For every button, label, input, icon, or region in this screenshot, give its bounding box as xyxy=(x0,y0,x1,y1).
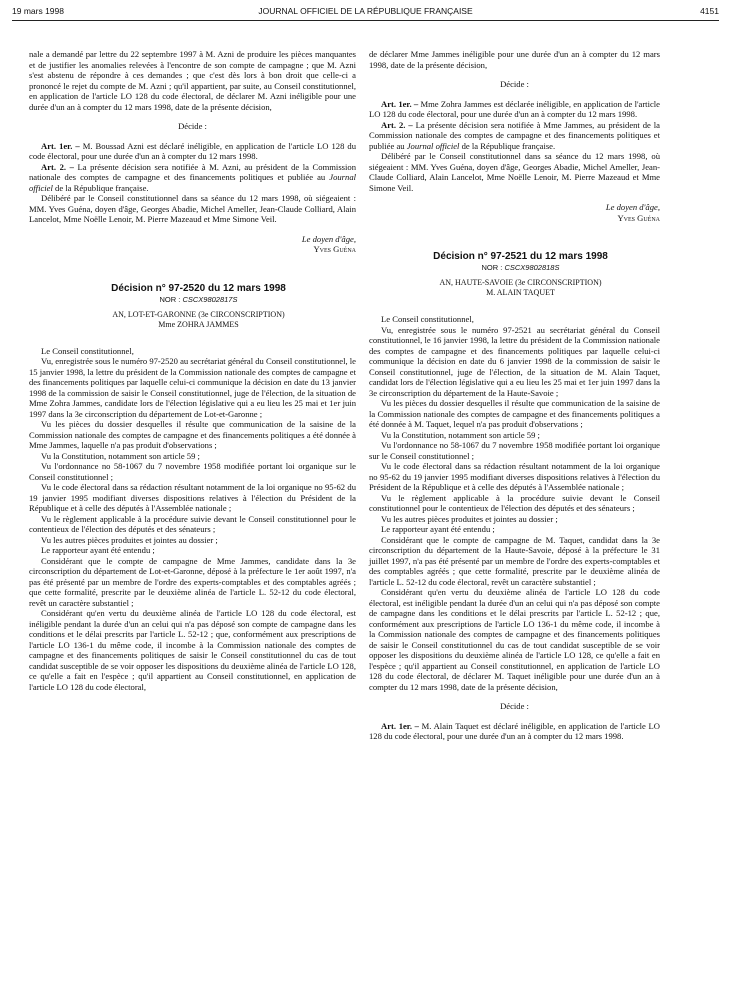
header-page-number: 4151 xyxy=(700,6,719,16)
header-rule xyxy=(12,20,719,21)
paragraph: Vu le règlement applicable à la procédure suivie devant le Conseil constitutionnel pour le contentieux de l'élection des députés et des sénateurs ; xyxy=(369,492,660,513)
article-text: de la République française. xyxy=(52,182,149,193)
paragraph: Vu la Constitution, notamment son article 59 ; xyxy=(41,450,200,461)
paragraph: Vu les pièces du dossier desquelles il résulte que communication de la saisine de la Commission nationale des comptes de campagne et des financements politiques a été donnée à M. Taquet, lequel n'a pas produit d'observations ; xyxy=(369,398,660,429)
nor-code: CSCX9802817S xyxy=(182,294,238,304)
paragraph: Considérant qu'en vertu du deuxième alinéa de l'article LO 128 du code électoral, est inéligible pendant la durée d'un an celui qui n'a pas déposé son compte de campagne dans les conditions et le délai prescrits par l'article L. 52-12 ; que, conformément aux prescriptions de l'article LO 136-1 du même code, il incombe à la Commission nationale des comptes de campagne et des financements politiques de saisir le Conseil constitutionnel du cas de tout candidat susceptible de se voir opposer les dispositions du deuxième alinéa de l'article LO 128, ce qu'elle a fait en l'espèce ; qu'il appartient au Conseil constitutionnel, en application de l'article LO 128 du code électoral, xyxy=(29,608,356,692)
article-text: M. Boussad Azni est déclaré inéligible, en application de l'article LO 128 du code électoral, pour une durée d'un an à compter du 12 mars 1998. xyxy=(29,140,356,161)
article-text: Mme Zohra Jammes est déclarée inéligible, en application de l'article LO 128 du code électoral, pour une durée d'un an à compter du 12 mars 1998. xyxy=(369,98,660,119)
paragraph: Vu l'ordonnance no 58-1067 du 7 novembre 1958 modifiée portant loi organique sur le Conseil constitutionnel ; xyxy=(369,440,660,461)
article-label: Art. 2. – xyxy=(381,119,413,130)
paragraph: Le rapporteur ayant été entendu ; xyxy=(41,545,155,555)
paragraph: Vu les autres pièces produites et jointes au dossier ; xyxy=(41,534,218,545)
page-header xyxy=(12,6,719,24)
left-column xyxy=(29,49,356,692)
paragraph: Vu le règlement applicable à la procédure suivie devant le Conseil constitutionnel pour le contentieux de l'élection des députés et des sénateurs ; xyxy=(29,513,356,534)
decision-title: Décision n° 97-2520 du 12 mars 1998 xyxy=(111,282,286,294)
article-label: Art. 1er. – xyxy=(381,98,419,109)
paragraph: Considérant qu'en vertu du deuxième alinéa de l'article LO 128 du code électoral, est inéligible pendant la durée d'un an celui qui n'a pas déposé son compte de campagne dans les conditions et le délai prescrits par l'article L. 52-12 ; que, conformément aux prescriptions de l'article LO 136-1 du même code, il incombe à la Commission nationale des comptes de campagne et des financements politiques de saisir le Conseil constitutionnel du cas de tout candidat susceptible de se voir opposer les dispositions du deuxième alinéa de l'article LO 128, ce qu'elle a fait en l'espèce ; qu'il appartient au Conseil constitutionnel, en application de l'article LO 128 du code électoral, de déclarer M. Taquet inéligible pour une durée d'un an à compter du 12 mars 1998, date de la présente décision, xyxy=(369,587,660,692)
doyen-label: Le doyen d'âge, xyxy=(301,233,356,244)
article-text: de la République française. xyxy=(459,140,556,151)
decide-label: Décide : xyxy=(500,701,529,711)
article-1 xyxy=(369,721,660,742)
right-column xyxy=(369,49,660,742)
nor-label: NOR : xyxy=(159,294,183,304)
paragraph: nale a demandé par lettre du 22 septembre 1997 à M. Azni de produire les pièces manquantes et de justifier les anomalies relevées à l'encontre de son compte de campagne ; que M. Azni s'est abstenu de répondre à ces demandes ; que c'est dès lors à bon droit que celle-ci a prononcé le rejet du compte de M. Azni ; qu'il appartient, par suite, au Conseil constitutionnel, en application de l'article LO 128 du code électoral, de déclarer M. Azni inéligible pour une durée d'un an à compter du 12 mars 1998, date de la présente décision, xyxy=(29,49,356,112)
circonscription: AN, HAUTE-SAVOIE (3e CIRCONSCRIPTION) xyxy=(439,278,602,287)
article-label: Art. 1er. – xyxy=(41,140,80,151)
deliberation: Délibéré par le Conseil constitutionnel dans sa séance du 12 mars 1998, où siégeaient : MM. Yves Guéna, doyen d'âge, Georges Abadie, Michel Ameller, Jean-Claude Colliard, Alain Lancelot, Mme Noëlle Lenoir, M. Pierre Mazeaud et Mme Simone Veil. xyxy=(29,193,356,224)
paragraph: Vu le code électoral dans sa rédaction résultant notamment de la loi organique no 95-62 du 19 janvier 1995 modifiant diverses dispositions relatives à l'élection du Président de la République et à celle des députés à l'Assemblée nationale ; xyxy=(369,461,660,492)
article-text: La présente décision sera notifiée à Mme Jammes, au président de la Commission nationale des comptes de campagne et des financements politiques et publiée au xyxy=(369,119,660,151)
paragraph: Considérant que le compte de campagne de M. Taquet, candidat dans la 3e circonscription du département de la Haute-Savoie, déposé à la préfecture le 31 juillet 1997, n'a pas été présenté par un membre de l'ordre des experts-comptables et des comptables agréés ; que cette formalité, prescrite par le deuxième alinéa de l'article L. 52-12 du code électoral, revêt un caractère substantiel ; xyxy=(369,534,660,587)
header-journal-title: JOURNAL OFFICIEL DE LA RÉPUBLIQUE FRANÇAISE xyxy=(258,6,473,16)
candidate-name: Mme ZOHRA JAMMES xyxy=(158,319,239,329)
paragraph: Vu les pièces du dossier desquelles il résulte que communication de la saisine de la Commission nationale des comptes de campagne et des financements politiques a été donnée à Mme Jammes, laquelle n'a pas produit d'observations ; xyxy=(29,419,356,450)
nor-reference xyxy=(29,295,356,305)
nor-reference xyxy=(369,263,660,273)
paragraph: Vu les autres pièces produites et jointes au dossier ; xyxy=(381,513,558,524)
paragraph: de déclarer Mme Jammes inéligible pour une durée d'un an à compter du 12 mars 1998, date de la présente décision, xyxy=(369,49,660,70)
nor-code: CSCX9802818S xyxy=(504,263,560,272)
doyen-label: Le doyen d'âge, xyxy=(605,202,660,212)
paragraph: Le rapporteur ayant été entendu ; xyxy=(381,524,495,534)
paragraph: Vu, enregistrée sous le numéro 97-2520 au secrétariat général du Conseil constitutionnel, le 15 janvier 1998, la lettre du président de la Commission nationale des comptes de campagne et des financements politiques par laquelle celui-ci communique la décision en date du 13 janvier 1998 de la commission de saisir le Conseil constitutionnel, juge de l'élection, de la situation de Mme Zohra Jammes, candidate lors de l'élection législative qui a eu lieu les 25 mai et 1er juin 1997 dans la 3e circonscription du département de Lot-et-Garonne ; xyxy=(29,356,356,419)
paragraph: Vu le code électoral dans sa rédaction résultant notamment de la loi organique no 95-62 du 19 janvier 1995 modifiant diverses dispositions relatives à l'élection du Président de la République et à celle des députés à l'Assemblée nationale ; xyxy=(29,482,356,513)
article-1 xyxy=(369,99,660,120)
paragraph: Vu, enregistrée sous le numéro 97-2521 au secrétariat général du Conseil constitutionnel, le 16 janvier 1998, la lettre du président de la Commission nationale des comptes de campagne et des financements politiques par laquelle celui-ci communique la décision en date du 6 janvier 1998 de la commission de saisir le Conseil constitutionnel, juge de l'élection, de la situation de M. Alain Taquet, candidat lors de l'élection législative qui a eu lieu les 25 mai et 1er juin 1997 dans la 3e circonscription du département de la Haute-Savoie ; xyxy=(369,324,660,398)
candidate-name: M. ALAIN TAQUET xyxy=(486,288,555,297)
article-label: Art. 2. – xyxy=(41,161,74,172)
circonscription: AN, LOT-ET-GARONNE (3e CIRCONSCRIPTION) xyxy=(112,309,285,319)
article-label: Art. 1er. – xyxy=(381,720,419,731)
decide-label: Décide : xyxy=(500,79,529,89)
article-2 xyxy=(29,162,356,194)
paragraph: Considérant que le compte de campagne de Mme Jammes, candidate dans la 3e circonscription du département de Lot-et-Garonne, déposé à la préfecture le 1er août 1997, n'a pas été présenté par un membre de l'ordre des experts-comptables et des comptables agréés ; que cette formalité, prescrite par le deuxième alinéa de l'article L. 52-12 du code électoral, revêt un caractère substantiel ; xyxy=(29,555,356,608)
header-date: 19 mars 1998 xyxy=(12,6,64,16)
article-text: M. Alain Taquet est déclaré inéligible, en application de l'article LO 128 du code électoral, pour une durée d'un an à compter du 12 mars 1998. xyxy=(369,720,660,741)
nor-label: NOR : xyxy=(481,263,505,272)
signature: Yves Guéna xyxy=(313,244,356,254)
article-1 xyxy=(29,141,356,162)
signature: Yves Guéna xyxy=(617,212,660,223)
decision-title: Décision n° 97-2521 du 12 mars 1998 xyxy=(433,251,608,262)
conseil-heading: Le Conseil constitutionnel, xyxy=(41,345,134,356)
paragraph: Vu l'ordonnance no 58-1067 du 7 novembre 1958 modifiée portant loi organique sur le Conseil constitutionnel ; xyxy=(29,461,356,482)
journal-name: Journal officiel xyxy=(29,172,356,193)
paragraph: Vu la Constitution, notamment son article 59 ; xyxy=(381,429,540,440)
deliberation: Délibéré par le Conseil constitutionnel dans sa séance du 12 mars 1998, où siégeaient : MM. Yves Guéna, doyen d'âge, Georges Abadie, Michel Ameller, Jean-Claude Colliard, Alain Lancelot, Mme Noëlle Lenoir, M. Pierre Mazeaud et Mme Simone Veil. xyxy=(369,151,660,193)
journal-name: Journal officiel xyxy=(406,140,460,151)
article-text: La présente décision sera notifiée à M. Azni, au président de la Commission nationale des comptes de campagne et des financements politiques et publiée au xyxy=(29,161,356,182)
conseil-heading: Le Conseil constitutionnel, xyxy=(381,314,474,324)
article-2 xyxy=(369,120,660,152)
decide-label: Décide : xyxy=(178,121,207,131)
